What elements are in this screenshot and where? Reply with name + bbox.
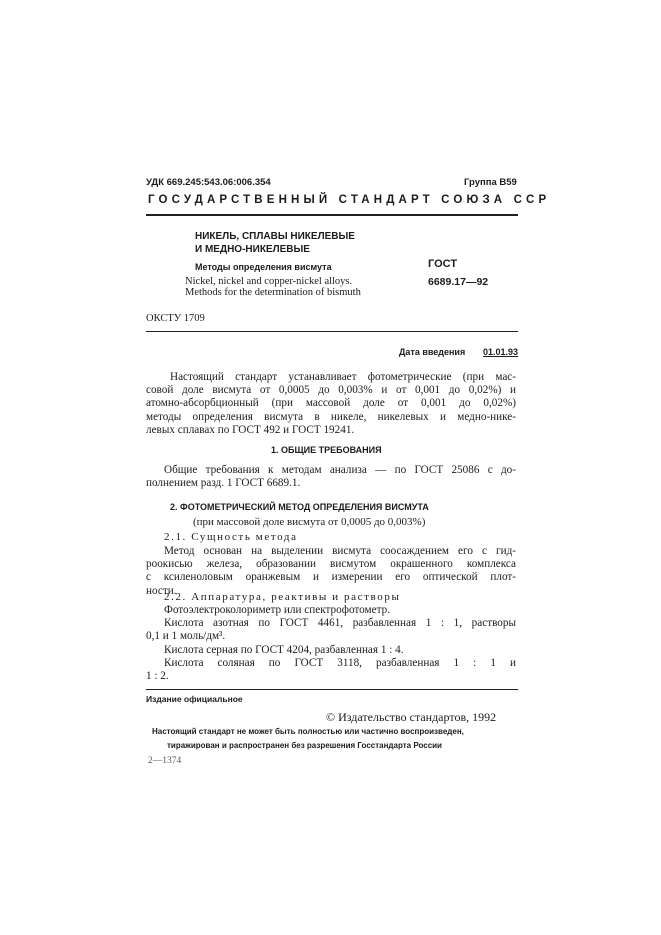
- section2-subheading: (при массовой доле висмута от 0,0005 до 0,003%): [193, 516, 426, 528]
- gost-label: ГОСТ: [428, 258, 458, 270]
- title-line2: И МЕДНО-НИКЕЛЕВЫЕ: [195, 244, 310, 255]
- notice-line1: Настоящий стандарт не может быть полностью или частично воспроизведен,: [152, 727, 464, 736]
- title-methods: Методы определения висмута: [195, 262, 332, 272]
- title-en-line1: Nickel, nickel and copper-nickel alloys.: [185, 276, 353, 287]
- gost-number: 6689.17—92: [428, 276, 489, 288]
- s22-item: Кислота соляная по ГОСТ 3118, разбавленная 1 : 1 и: [164, 656, 516, 669]
- s22-item: Кислота серная по ГОСТ 4204, разбавленная 1 : 4.: [164, 643, 404, 656]
- copyright: © Издательство стандартов, 1992: [326, 710, 497, 724]
- section1-heading: 1. ОБЩИЕ ТРЕБОВАНИЯ: [271, 445, 382, 455]
- s22-item: Кислота азотная по ГОСТ 4461, разбавленная 1 : 1, растворы: [164, 617, 516, 630]
- s21-line: роокисью железа, образовании висмутом окрашенного комплекса: [146, 558, 516, 571]
- section2-heading: 2. ФОТОМЕТРИЧЕСКИЙ МЕТОД ОПРЕДЕЛЕНИЯ ВИСМУТА: [170, 502, 429, 512]
- s22-item: 0,1 и 1 моль/дм³.: [146, 630, 226, 643]
- standard-banner: ГОСУДАРСТВЕННЫЙ СТАНДАРТ СОЮЗА ССР: [148, 194, 551, 206]
- s21-line: Метод основан на выделении висмута соосаждением его с гид-: [164, 545, 516, 557]
- header-rule: [146, 214, 518, 216]
- s22-heading: 2.2. Аппаратура, реактивы и растворы: [164, 591, 401, 603]
- s21-heading: 2.1. Сущность метода: [164, 531, 298, 543]
- intro-date-label: Дата введения: [399, 347, 466, 357]
- group-code: Группа В59: [464, 177, 517, 188]
- title-line1: НИКЕЛЬ, СПЛАВЫ НИКЕЛЕВЫЕ: [195, 231, 355, 242]
- s21-text: [146, 545, 516, 598]
- intro-line: атомно-абсорбционный (при массовой доле от 0,001 до 0,02%): [146, 397, 516, 410]
- section1-line: Общие требования к методам анализа — по ГОСТ 25086 с до-: [164, 464, 516, 476]
- intro-line: совой доле висмута от 0,0005 до 0,003% и от 0,001 до 0,02%) и: [146, 384, 516, 397]
- footer-rule: [146, 689, 518, 690]
- official-edition: Издание официальное: [146, 694, 243, 704]
- s21-line: ности.: [146, 584, 177, 597]
- intro-line: левых сплавах по ГОСТ 492 и ГОСТ 19241.: [146, 423, 355, 436]
- s21-line: с ксиленоловым оранжевым и измерении его оптической плот-: [146, 571, 516, 584]
- intro-line: Настоящий стандарт устанавливает фотометрические (при мас-: [170, 371, 516, 383]
- okstu-code: ОКСТУ 1709: [146, 313, 205, 324]
- section1-line: полнением разд. 1 ГОСТ 6689.1.: [146, 477, 301, 490]
- s22-list: [146, 604, 516, 683]
- notice-line2: тиражирован и распространен без разрешения Госстандарта России: [167, 741, 442, 750]
- udk-code: УДК 669.245:543.06:006.354: [146, 177, 271, 188]
- intro-line: методы определения висмута в никеле, никелевых и медно-нике-: [146, 410, 516, 423]
- title-en-line2: Methods for the determination of bismuth: [185, 287, 361, 298]
- s22-item: Фотоэлектроколориметр или спектрофотометр.: [164, 604, 390, 616]
- s22-item: 1 : 2.: [146, 670, 169, 683]
- page-code: 2—1374: [148, 756, 182, 766]
- title-rule: [146, 331, 518, 332]
- section1-text: [146, 464, 516, 490]
- intro-date-value: 01.01.93: [483, 347, 519, 357]
- intro-paragraph: [146, 371, 516, 437]
